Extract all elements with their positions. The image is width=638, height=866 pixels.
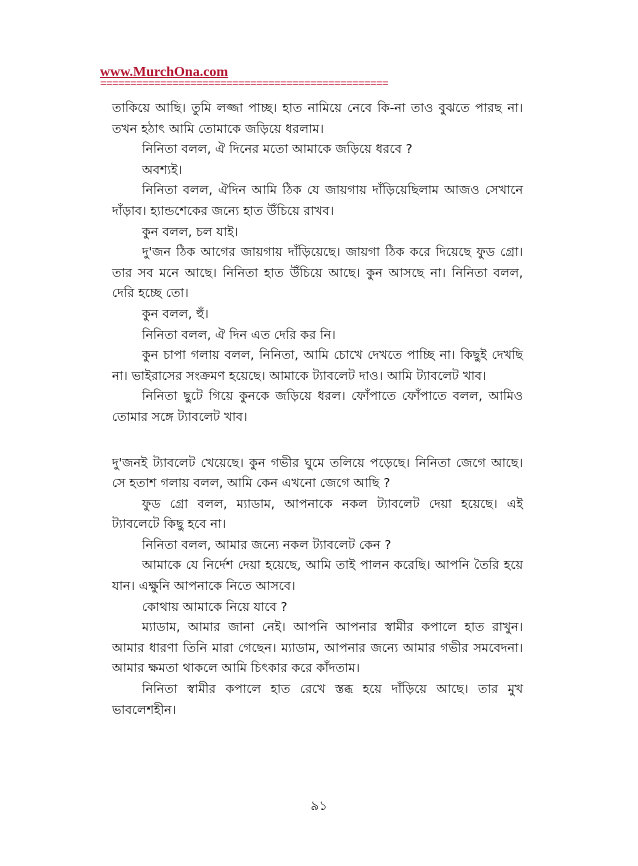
paragraph: নিনিতা বলল, ঐদিন আমি ঠিক যে জায়গায় দাঁড়িয়েছিলাম আজও সেখানে দাঁড়াব। হ্যান্ডশেকের জন্যে হাত উঁচিয়ে রাখব। bbox=[112, 182, 523, 218]
paragraph: নিনিতা বলল, ঐ দিন এত দেরি কর নি। bbox=[142, 326, 336, 342]
paragraph: আমাকে যে নির্দেশ দেয়া হয়েছে, আমি তাই পালন করেছি। আপনি তৈরি হয়ে যান। এক্ষুনি আপনাকে নিতে আসবে। bbox=[112, 557, 523, 594]
paragraph: দু'জন ঠিক আগের জায়গায় দাঁড়িয়েছে। জায়গা ঠিক করে দিয়েছে ফুড গ্রো। তার সব মনে আছে। নিনিতা হাত উঁচিয়ে আছে। কুন আসছে না। নিনিতা বলল, দেরি হচ্ছে তো। bbox=[112, 244, 523, 301]
paragraph: দু'জনই ট্যাবলেট খেয়েছে। কুন গভীর ঘুমে তলিয়ে পড়েছে। নিনিতা জেগে আছে। সে হতাশ গলায় বলল, আমি কেন এখনো জেগে আছি ? bbox=[112, 454, 523, 491]
section-break bbox=[112, 428, 523, 453]
paragraph: ফুড গ্রো বলল, ম্যাডাম, আপনাকে নকল ট্যাবলেট দেয়া হয়েছে। এই ট্যাবলেটে কিছু হবে না। bbox=[112, 495, 523, 532]
paragraph: কোথায় আমাকে নিয়ে যাবে ? bbox=[142, 598, 288, 614]
paragraph: কুন বলল, হুঁ। bbox=[142, 305, 209, 321]
website-link[interactable]: www.MurchOna.com bbox=[100, 65, 229, 80]
paragraph-continuation: তাকিয়ে আছি। তুমি লজ্জা পাচ্ছ। হাত নামিয়ে নেবে কি-না তাও বুঝতে পারছ না। তখন হঠাৎ আমি তোমাকে জড়িয়ে ধরলাম। bbox=[112, 100, 523, 136]
paragraph: অবশ্যই। bbox=[142, 161, 183, 177]
paragraph: নিনিতা বলল, আমার জন্যে নকল ট্যাবলেট কেন ? bbox=[142, 536, 392, 552]
header-divider: ================================================ bbox=[100, 80, 389, 91]
paragraph: ম্যাডাম, আমার জানা নেই। আপনি আপনার স্বামীর কপালে হাত রাখুন। আমার ধারণা তিনি মারা গেছেন। ম্যাডাম, আপনার জন্যে আমার গভীর সমবেদনা। আমার ক্ষমতা থাকলে আমি চিৎকার করে কাঁদতাম। bbox=[112, 619, 523, 676]
paragraph: নিনিতা বলল, ঐ দিনের মতো আমাকে জড়িয়ে ধরবে ? bbox=[142, 141, 413, 157]
paragraph: কুন চাপা গলায় বলল, নিনিতা, আমি চোখে দেখতে পাচ্ছি না। কিছুই দেখছি না। ভাইরাসের সংক্রমণ হয়েছে। আমাকে ট্যাবলেট দাও। আমি ট্যাবলেট খাব। bbox=[112, 347, 523, 383]
paragraph: নিনিতা স্বামীর কপালে হাত রেখে স্তব্ধ হয়ে দাঁড়িয়ে আছে। তার মুখ ভাবলেশহীন। bbox=[112, 681, 523, 717]
paragraph: নিনিতা ছুটে গিয়ে কুনকে জড়িয়ে ধরল। ফোঁপাতে ফোঁপাতে বলল, আমিও তোমার সঙ্গে ট্যাবলেট খাব। bbox=[112, 388, 523, 424]
page-header bbox=[100, 66, 525, 91]
page-number: ৯১ bbox=[310, 799, 328, 814]
story-text bbox=[112, 98, 523, 720]
paragraph: কুন বলল, চল যাই। bbox=[142, 223, 239, 239]
